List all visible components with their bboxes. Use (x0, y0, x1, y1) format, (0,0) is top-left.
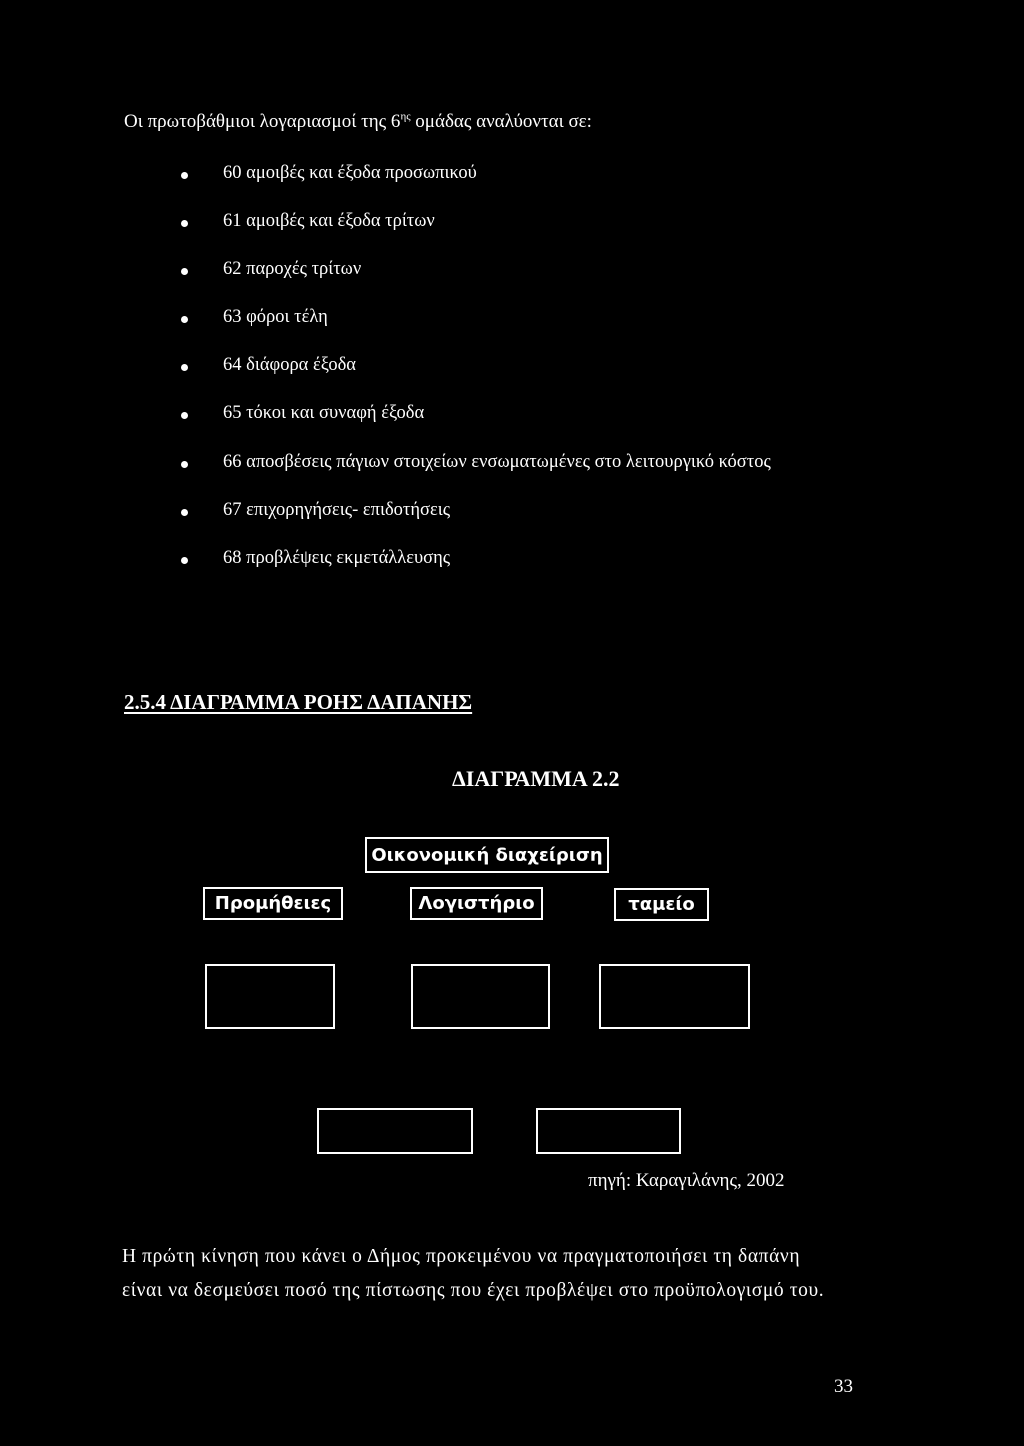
bullet-icon (181, 220, 188, 227)
bullet-icon (181, 461, 188, 468)
paragraph-line: Η πρώτη κίνηση που κάνει ο Δήμος προκειμένου να πραγματοποιήσει τη δαπάνη (122, 1246, 801, 1267)
financial-management-box: Οικονομική διαχείριση (365, 837, 609, 873)
empty-box (205, 964, 335, 1029)
intro-text-end: ομάδας αναλύονται σε: (410, 111, 592, 132)
list-item-label: 63 φόροι τέλη (223, 307, 328, 327)
intro-superscript: ης (400, 110, 411, 123)
bullet-icon (181, 557, 188, 564)
list-item-label: 67 επιχορηγήσεις- επιδοτήσεις (223, 500, 451, 520)
empty-box (599, 964, 750, 1029)
source-caption: πηγή: Καραγιλάνης, 2002 (588, 1170, 785, 1191)
list-item-label: 64 διάφορα έξοδα (223, 355, 356, 375)
treasury-box: ταμείο (614, 888, 709, 921)
intro-text: Οι πρωτοβάθμιοι λογαριασμοί της 6 (124, 111, 401, 132)
bullet-icon (181, 316, 188, 323)
bullet-icon (181, 364, 188, 371)
bullet-icon (181, 412, 188, 419)
list-item-label: 60 αμοιβές και έξοδα προσωπικού (223, 163, 477, 183)
bullet-icon (181, 172, 188, 179)
empty-box (536, 1108, 681, 1154)
procurement-box: Προμήθειες (203, 887, 343, 920)
list-item-label: 62 παροχές τρίτων (223, 259, 362, 279)
list-item-label: 66 αποσβέσεις πάγιων στοιχείων ενσωματωμένες στο λειτουργικό κόστος (223, 452, 771, 472)
list-item-label: 65 τόκοι και συναφή έξοδα (223, 403, 425, 423)
bullet-icon (181, 268, 188, 275)
paragraph-line: είναι να δεσμεύσει ποσό της πίστωσης που έχει προβλέψει στο προϋπολογισμό του. (122, 1280, 825, 1301)
page-number: 33 (834, 1376, 853, 1397)
diagram-title: ΔΙΑΓΡΑΜΜΑ 2.2 (452, 766, 620, 791)
list-item-label: 61 αμοιβές και έξοδα τρίτων (223, 211, 435, 231)
bullet-icon (181, 509, 188, 516)
accounting-box: Λογιστήριο (410, 887, 543, 920)
section-title: 2.5.4 ΔΙΑΓΡΑΜΜΑ ΡΟΗΣ ΔΑΠΑΝΗΣ (124, 690, 473, 714)
empty-box (317, 1108, 473, 1154)
empty-box (411, 964, 550, 1029)
intro-sentence (124, 111, 592, 133)
list-item-label: 68 προβλέψεις εκμετάλλευσης (223, 548, 451, 568)
